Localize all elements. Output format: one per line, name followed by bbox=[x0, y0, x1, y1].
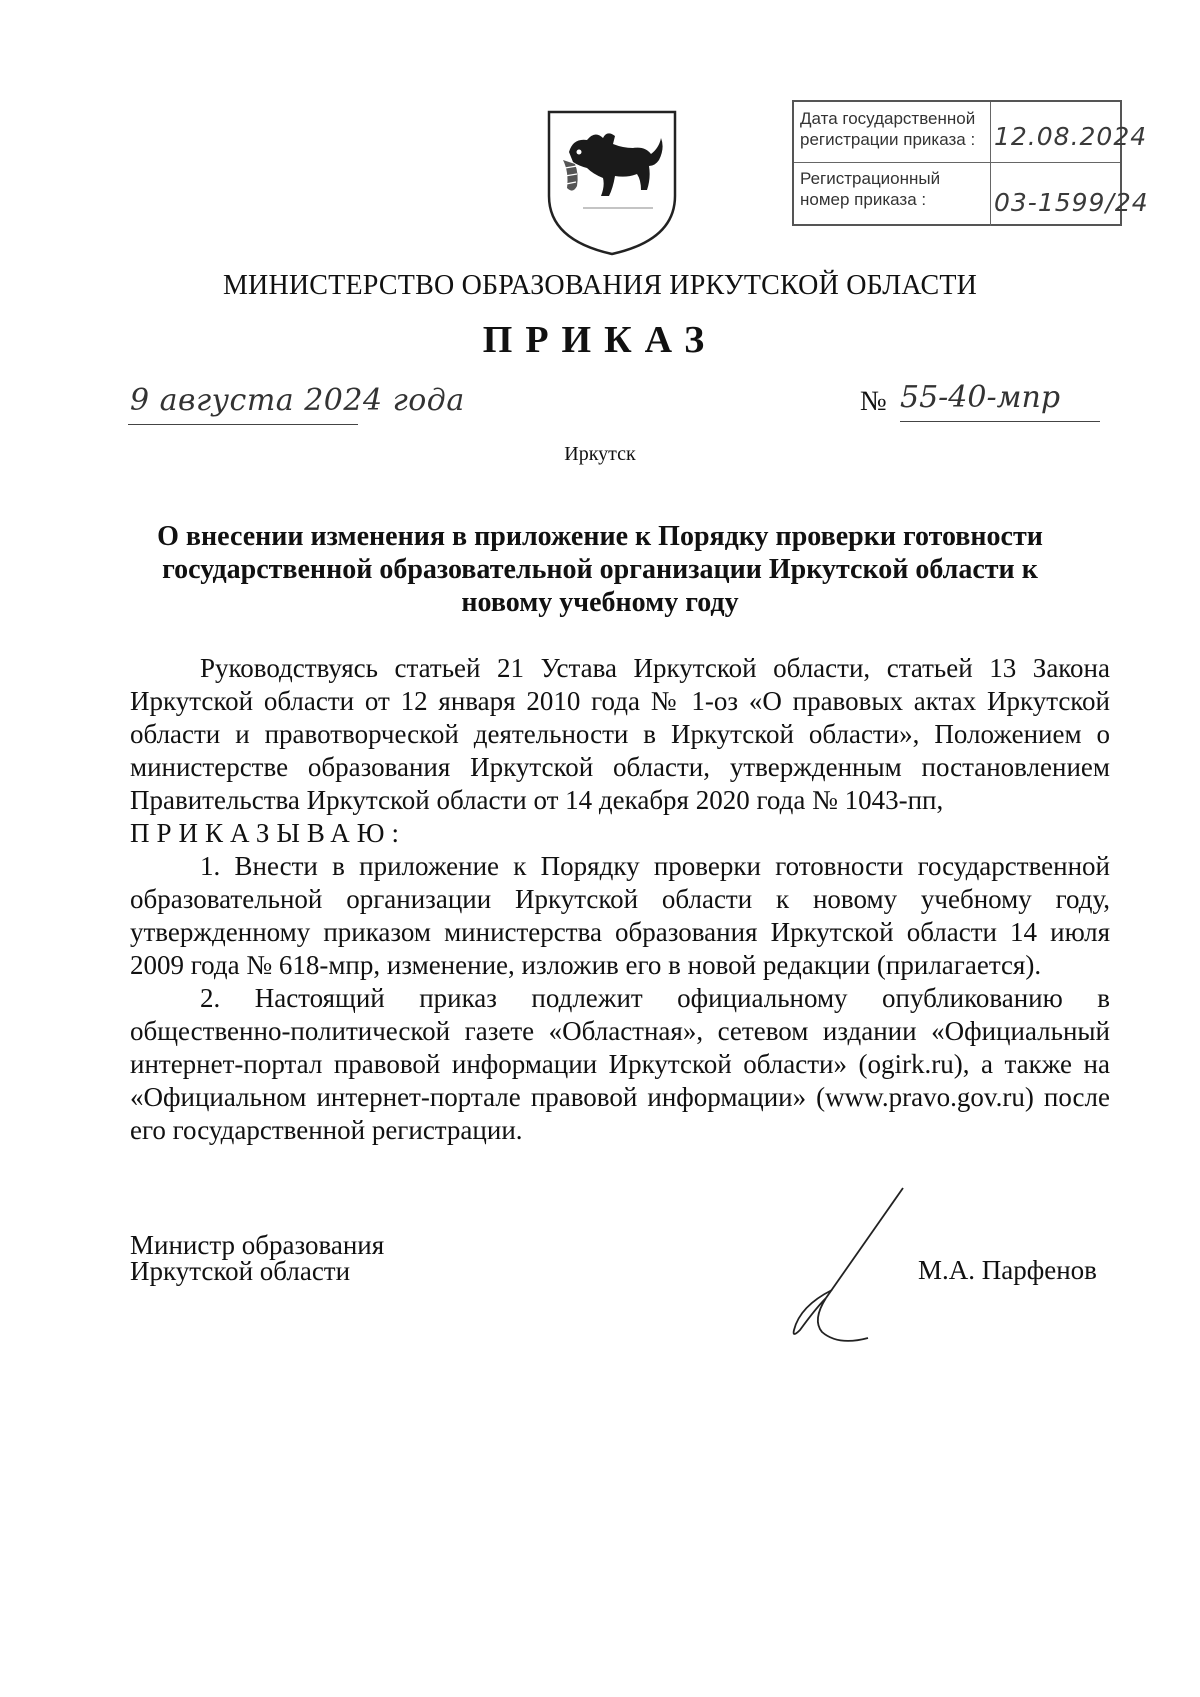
body-paragraph-item-2: 2. Настоящий приказ подлежит официальному опубликованию в общественно-политической газете «Областная», сетевом издании «Официальный интернет-портал правовой информации Иркутской области» (ogirk.ru), а также на «Официальном интернет-портале правовой информации» (www.pravo.gov.ru) после его государственной регистрации. bbox=[130, 983, 1110, 1145]
stamp-number-value: 03-1599/24 bbox=[994, 188, 1149, 217]
body-paragraph-item-1: 1. Внести в приложение к Порядку проверки готовности государственной образовательной организации Иркутской области к новому учебному году, утвержденному приказом министерства образования Иркутской области 14 июля 2009 года № 618-мпр, изменение, изложив его в новой редакции (прилагается). bbox=[130, 851, 1110, 980]
stamp-number-row bbox=[794, 162, 1149, 226]
stamp-number-label: Регистрационный номер приказа : bbox=[800, 169, 941, 209]
order-date-handwritten: 9 августа 2024 года bbox=[130, 383, 465, 418]
signatory-position bbox=[130, 1232, 384, 1284]
order-number-handwritten: 55-40-мпр bbox=[900, 380, 1061, 415]
document-body bbox=[130, 652, 1110, 1147]
date-underline bbox=[128, 424, 358, 425]
registration-stamp bbox=[792, 100, 1149, 226]
handwritten-signature bbox=[760, 1180, 930, 1350]
position-line-2: Иркутской области bbox=[130, 1256, 351, 1286]
body-paragraph-preamble: Руководствуясь статьей 21 Устава Иркутской области, статьей 13 Закона Иркутской области от 12 января 2010 года № 1-оз «О правовых актах Иркутской области и правотворческой деятельности в Иркутской области», Положением о министерстве образования Иркутской области, утвержденным постановлением Правительства Иркутской области от 14 декабря 2020 года № 1043-пп, bbox=[130, 653, 1110, 815]
coat-of-arms-icon bbox=[543, 108, 681, 258]
stamp-date-value: 12.08.2024 bbox=[994, 122, 1148, 151]
stamp-divider bbox=[990, 102, 991, 162]
stamp-divider bbox=[990, 162, 991, 226]
stamp-date-label: Дата государственной регистрации приказа : bbox=[800, 109, 976, 149]
number-underline bbox=[900, 421, 1100, 422]
ministry-name: МИНИСТЕРСТВО ОБРАЗОВАНИЯ ИРКУТСКОЙ ОБЛАСТИ bbox=[222, 270, 978, 301]
decree-word: ПРИКАЗЫВАЮ: bbox=[130, 818, 406, 848]
document-type-title: ПРИКАЗ bbox=[482, 319, 718, 361]
document-subject: О внесении изменения в приложение к Порядку проверки готовности государственной образовательной организации Иркутской области к новому учебному году bbox=[157, 521, 1043, 618]
city-name: Иркутск bbox=[564, 443, 636, 465]
number-sign: № bbox=[860, 386, 887, 417]
stamp-date-row bbox=[794, 102, 1148, 163]
position-line-1: Министр образования bbox=[130, 1230, 385, 1260]
signatory-name: М.А. Парфенов bbox=[918, 1255, 1097, 1285]
